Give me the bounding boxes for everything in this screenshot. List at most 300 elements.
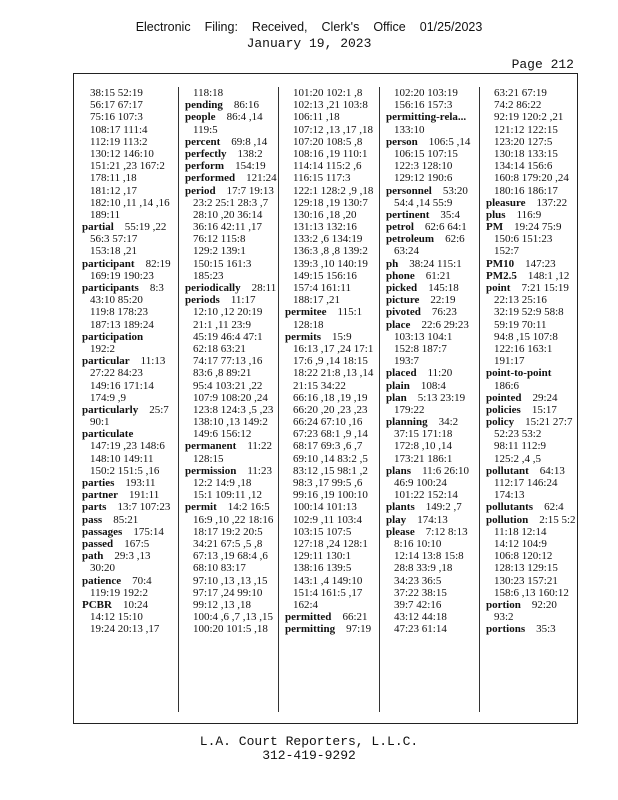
index-refs-line: 23:2 25:1 28:3 ,7 bbox=[193, 196, 269, 209]
index-refs-line: 172:8 ,10 ,14 bbox=[394, 440, 453, 453]
index-term: permitting bbox=[285, 623, 336, 636]
index-term: particular bbox=[82, 355, 130, 368]
index-entry bbox=[386, 111, 480, 123]
index-refs-line: 138:16 139:5 bbox=[293, 562, 352, 575]
index-refs: 115:1 bbox=[337, 306, 363, 319]
index-term: play bbox=[386, 513, 407, 526]
index-refs-line: 28:8 33:9 ,18 bbox=[394, 562, 453, 575]
index-entry bbox=[386, 501, 480, 513]
index-refs-line: 63:24 bbox=[394, 245, 420, 258]
index-term: petrol bbox=[386, 221, 414, 234]
index-refs-line: 30:20 bbox=[90, 562, 116, 575]
index-refs-line: 106:15 107:15 bbox=[394, 147, 458, 160]
index-refs-line: 121:12 122:15 bbox=[494, 123, 558, 136]
index-refs-line: 8:16 10:10 bbox=[394, 537, 442, 550]
index-entry bbox=[82, 258, 179, 270]
index-term: performed bbox=[185, 172, 236, 185]
index-term: personnel bbox=[386, 184, 432, 197]
filing-stamp bbox=[0, 20, 618, 35]
index-refs-line: 93:2 bbox=[494, 611, 514, 624]
index-refs-line: 152:7 bbox=[494, 245, 520, 258]
index-refs: 11:17 bbox=[230, 294, 256, 307]
index-entry bbox=[82, 514, 179, 526]
index-term: partial bbox=[82, 221, 114, 234]
index-refs-line: 128:13 129:15 bbox=[494, 562, 558, 575]
index-entry bbox=[185, 172, 279, 184]
index-refs-line: 99:12 ,13 ,18 bbox=[193, 598, 252, 611]
index-refs-line: 103:13 104:1 bbox=[394, 330, 453, 343]
index-refs: 106:5 ,14 bbox=[428, 135, 471, 148]
index-entry bbox=[486, 465, 577, 477]
index-refs-line: 21:15 34:22 bbox=[293, 379, 346, 392]
index-refs-line: 99:16 ,19 100:10 bbox=[293, 489, 368, 502]
index-refs-line: 11:18 12:14 bbox=[494, 525, 547, 538]
index-refs-line: 123:20 127:5 bbox=[494, 135, 553, 148]
index-entry bbox=[486, 623, 577, 635]
index-refs-line: 134:14 156:6 bbox=[494, 160, 553, 173]
index-entry bbox=[185, 440, 279, 452]
index-refs-line: 103:15 107:5 bbox=[293, 525, 352, 538]
index-term: people bbox=[185, 111, 216, 124]
index-term: pass bbox=[82, 513, 103, 526]
index-term: participation bbox=[82, 330, 144, 343]
index-refs: 62:4 bbox=[544, 501, 564, 514]
index-term: PM bbox=[486, 221, 504, 234]
index-refs: 97:19 bbox=[346, 623, 372, 636]
index-column-5 bbox=[479, 87, 577, 712]
index-entry bbox=[386, 514, 480, 526]
index-refs: 145:18 bbox=[428, 282, 459, 294]
index-term: portions bbox=[486, 623, 526, 636]
index-refs-line: 83:12 ,15 98:1 ,2 bbox=[293, 464, 368, 477]
index-refs-line: 38:15 52:19 bbox=[90, 87, 143, 99]
index-refs-line: 12:2 14:9 ,18 bbox=[193, 477, 252, 489]
index-term: point-to-point bbox=[486, 367, 552, 380]
index-entry bbox=[386, 209, 480, 221]
index-refs-line: 15:1 109:11 ,12 bbox=[193, 489, 262, 502]
index-refs: 64:13 bbox=[539, 464, 565, 477]
index-entry bbox=[82, 355, 179, 367]
index-entry bbox=[386, 221, 480, 233]
index-refs-line: 181:12 ,17 bbox=[90, 184, 138, 197]
index-entry bbox=[185, 136, 279, 148]
index-refs-line: 100:4 ,6 ,7 ,13 ,15 bbox=[193, 611, 274, 624]
index-entry bbox=[486, 270, 577, 282]
court-reporter-name: L.A. Court Reporters, L.L.C. bbox=[199, 734, 419, 749]
index-entry bbox=[386, 282, 480, 294]
index-refs-line: 66:24 67:10 ,16 bbox=[293, 416, 363, 429]
index-refs-line: 119:5 bbox=[193, 123, 218, 136]
index-refs-line: 149:6 156:12 bbox=[193, 428, 252, 441]
index-refs-line: 130:16 ,18 ,20 bbox=[293, 208, 357, 221]
index-refs: 53:20 bbox=[442, 184, 468, 197]
index-term: partner bbox=[82, 489, 119, 502]
index-entry bbox=[82, 404, 179, 416]
index-refs: 137:22 bbox=[536, 196, 568, 209]
index-refs-line: 149:16 171:14 bbox=[90, 379, 154, 392]
index-term: pleasure bbox=[486, 196, 526, 209]
filing-stamp-word: 01/25/2023 bbox=[419, 20, 483, 34]
index-entry bbox=[386, 392, 480, 404]
index-term: plain bbox=[386, 379, 410, 392]
index-refs-line: 192:2 bbox=[90, 342, 116, 355]
index-entry bbox=[82, 477, 179, 489]
index-refs: 29:3 ,13 bbox=[114, 550, 151, 563]
index-refs-line: 133:2 ,6 134:19 bbox=[293, 233, 363, 246]
index-refs-line: 97:10 ,13 ,13 ,15 bbox=[193, 574, 268, 587]
index-refs: 11:22 bbox=[247, 440, 272, 453]
filing-stamp-word: Clerk's bbox=[321, 20, 360, 34]
index-refs-line: 56:3 57:17 bbox=[90, 233, 138, 246]
index-entry bbox=[486, 416, 577, 428]
index-refs: 191:11 bbox=[129, 489, 160, 502]
index-refs: 15:9 bbox=[332, 330, 352, 343]
index-refs-line: 138:10 ,13 149:2 bbox=[193, 416, 268, 429]
index-term: period bbox=[185, 184, 216, 197]
index-refs-line: 62:18 63:21 bbox=[193, 342, 246, 355]
filing-stamp-word: Received, bbox=[251, 20, 308, 34]
index-term: plus bbox=[486, 208, 506, 221]
index-refs-line: 129:12 190:6 bbox=[394, 172, 453, 185]
index-refs-line: 75:16 107:3 bbox=[90, 111, 143, 124]
index-entry bbox=[386, 294, 480, 306]
index-term: PM2.5 bbox=[486, 269, 517, 282]
index-term: planning bbox=[386, 416, 428, 429]
index-refs-line: 112:17 146:24 bbox=[494, 477, 558, 489]
index-refs-line: 22:13 25:16 bbox=[494, 294, 547, 307]
index-entry bbox=[82, 221, 179, 233]
index-refs: 13:7 107:23 bbox=[117, 501, 171, 514]
index-refs-line: 150:6 151:23 bbox=[494, 233, 553, 246]
index-entry bbox=[386, 465, 480, 477]
index-refs-line: 107:12 ,13 ,17 ,18 bbox=[293, 123, 374, 136]
index-entry bbox=[82, 526, 179, 538]
index-term: permanent bbox=[185, 440, 237, 453]
index-term: portion bbox=[486, 598, 521, 611]
index-refs-line: 102:20 103:19 bbox=[394, 87, 458, 99]
index-term: ph bbox=[386, 257, 399, 270]
index-refs-line: 56:17 67:17 bbox=[90, 99, 143, 112]
index-refs-line: 43:12 44:18 bbox=[394, 611, 447, 624]
index-refs-line: 129:2 139:1 bbox=[193, 245, 246, 258]
index-refs-line: 173:21 186:1 bbox=[394, 452, 453, 465]
index-refs-line: 129:11 130:1 bbox=[293, 550, 351, 563]
index-refs-line: 45:19 46:4 47:1 bbox=[193, 330, 263, 343]
index-entry bbox=[185, 465, 279, 477]
index-refs-line: 19:24 20:13 ,17 bbox=[90, 623, 160, 636]
index-entry bbox=[82, 282, 179, 294]
index-column-2 bbox=[178, 87, 279, 712]
index-term: particulate bbox=[82, 428, 134, 441]
index-refs: 193:11 bbox=[125, 477, 156, 489]
index-refs-line: 160:8 179:20 ,24 bbox=[494, 172, 569, 185]
index-term: placed bbox=[386, 367, 417, 380]
index-refs-line: 152:8 187:7 bbox=[394, 342, 447, 355]
index-refs-line: 125:2 ,4 ,5 bbox=[494, 452, 542, 465]
index-term: place bbox=[386, 318, 411, 331]
page-number: Page 212 bbox=[511, 57, 574, 72]
index-refs: 35:3 bbox=[536, 623, 556, 636]
index-refs-line: 128:15 bbox=[193, 452, 224, 465]
index-refs: 8:3 bbox=[149, 282, 164, 294]
index-refs-line: 191:17 bbox=[494, 355, 525, 368]
index-term: plan bbox=[386, 391, 407, 404]
index-entry bbox=[185, 501, 279, 513]
index-term: person bbox=[386, 135, 418, 148]
filing-stamp-word: Electronic bbox=[135, 20, 191, 34]
index-entry bbox=[386, 233, 480, 245]
index-entry bbox=[386, 367, 480, 379]
index-refs-line: 95:4 103:21 ,22 bbox=[193, 379, 263, 392]
index-refs-line: 150:15 161:3 bbox=[193, 257, 252, 270]
index-refs: 82:19 bbox=[145, 257, 171, 270]
index-refs-line: 66:16 ,18 ,19 ,19 bbox=[293, 391, 368, 404]
index-refs-line: 106:8 120:12 bbox=[494, 550, 553, 563]
index-term: parts bbox=[82, 501, 107, 514]
index-entry bbox=[185, 294, 279, 306]
index-refs-line: 187:13 189:24 bbox=[90, 318, 154, 331]
index-refs-line: 16:9 ,10 ,22 18:16 bbox=[193, 513, 274, 526]
index-entry bbox=[82, 599, 179, 611]
index-refs-line: 37:15 171:18 bbox=[394, 428, 453, 441]
index-term: pertinent bbox=[386, 208, 430, 221]
index-term: PM10 bbox=[486, 257, 515, 270]
index-refs-line: 129:18 ,19 130:7 bbox=[293, 196, 368, 209]
index-refs-line: 17:6 ,9 ,14 18:15 bbox=[293, 355, 368, 368]
index-column-4 bbox=[379, 87, 480, 712]
index-refs: 154:19 bbox=[235, 160, 266, 173]
index-entry bbox=[285, 331, 380, 343]
index-refs: 14:2 16:5 bbox=[227, 501, 270, 514]
index-refs: 86:4 ,14 bbox=[226, 111, 263, 124]
index-refs-line: 147:19 ,23 148:6 bbox=[90, 440, 165, 453]
index-term: PCBR bbox=[82, 598, 112, 611]
index-entry bbox=[185, 99, 279, 111]
index-refs-line: 122:1 128:2 ,9 ,18 bbox=[293, 184, 374, 197]
index-refs-line: 100:20 101:5 ,18 bbox=[193, 623, 268, 636]
index-refs: 138:2 bbox=[237, 147, 263, 160]
index-refs: 5:13 23:19 bbox=[417, 391, 466, 404]
index-refs-line: 43:10 85:20 bbox=[90, 294, 143, 307]
index-refs-line: 102:13 ,21 103:8 bbox=[293, 99, 368, 112]
index-term: particularly bbox=[82, 403, 139, 416]
index-entry bbox=[185, 160, 279, 172]
index-refs-line: 59:19 70:11 bbox=[494, 318, 547, 331]
index-entry bbox=[82, 501, 179, 513]
index-term: permit bbox=[185, 501, 217, 514]
index-term: participants bbox=[82, 282, 139, 294]
index-term: picked bbox=[386, 282, 418, 294]
index-refs-line: 123:8 124:3 ,5 ,23 bbox=[193, 403, 274, 416]
index-entry bbox=[185, 148, 279, 160]
index-refs-line: 54:4 ,14 55:9 bbox=[394, 196, 453, 209]
index-refs-line: 114:14 115:2 ,6 bbox=[293, 160, 362, 173]
index-refs-line: 169:19 190:23 bbox=[90, 269, 154, 282]
index-refs: 29:24 bbox=[532, 391, 558, 404]
index-refs: 70:4 bbox=[132, 574, 152, 587]
index-refs-line: 133:10 bbox=[394, 123, 425, 136]
index-refs-line: 174:9 ,9 bbox=[90, 391, 127, 404]
index-refs: 2:15 5:2 bbox=[539, 513, 576, 526]
index-entry bbox=[185, 111, 279, 123]
index-term: permission bbox=[185, 464, 237, 477]
index-refs-line: 122:3 128:10 bbox=[394, 160, 453, 173]
index-refs: 28:11 bbox=[251, 282, 277, 294]
index-entry bbox=[386, 185, 480, 197]
index-refs-line: 16:13 ,17 ,24 17:1 bbox=[293, 342, 374, 355]
index-refs-line: 66:20 ,20 ,23 ,23 bbox=[293, 403, 368, 416]
index-term: periodically bbox=[185, 282, 241, 294]
index-refs-line: 92:19 120:2 ,21 bbox=[494, 111, 564, 124]
index-refs-line: 12:10 ,12 20:19 bbox=[193, 306, 263, 319]
index-refs-line: 14:12 15:10 bbox=[90, 611, 143, 624]
index-entry bbox=[486, 367, 577, 379]
index-refs: 174:13 bbox=[417, 513, 448, 526]
filing-stamp-word: Office bbox=[373, 20, 406, 34]
index-refs: 38:24 115:1 bbox=[409, 257, 462, 270]
index-refs: 10:24 bbox=[122, 598, 149, 611]
index-term: path bbox=[82, 550, 104, 563]
index-refs-line: 122:16 163:1 bbox=[494, 342, 553, 355]
index-entry bbox=[486, 514, 577, 526]
index-refs-line: 136:3 ,8 ,8 139:2 bbox=[293, 245, 368, 258]
index-refs: 55:19 ,22 bbox=[124, 221, 167, 234]
index-term: policies bbox=[486, 403, 521, 416]
index-entry bbox=[185, 282, 279, 294]
index-refs-line: 94:8 ,15 107:8 bbox=[494, 330, 558, 343]
index-refs-line: 107:20 108:5 ,8 bbox=[293, 135, 363, 148]
index-refs-line: 76:12 115:8 bbox=[193, 233, 246, 246]
index-refs-line: 130:12 146:10 bbox=[90, 147, 154, 160]
index-refs-line: 67:13 ,19 68:4 ,6 bbox=[193, 550, 268, 563]
index-refs: 11:20 bbox=[427, 367, 453, 380]
index-refs-line: 39:7 42:16 bbox=[394, 598, 442, 611]
index-refs: 15:17 bbox=[531, 403, 557, 416]
index-refs-line: 179:22 bbox=[394, 403, 425, 416]
index-refs: 92:20 bbox=[531, 598, 557, 611]
index-refs: 35:4 bbox=[440, 208, 460, 221]
index-term: perfectly bbox=[185, 147, 227, 160]
index-entry bbox=[82, 575, 179, 587]
index-term: permitee bbox=[285, 306, 327, 319]
index-term: perform bbox=[185, 160, 225, 173]
index-refs: 69:8 ,14 bbox=[231, 135, 268, 148]
index-entry bbox=[386, 306, 480, 318]
index-refs: 61:21 bbox=[425, 269, 451, 282]
index-refs-line: 158:6 ,13 160:12 bbox=[494, 586, 569, 599]
index-refs-line: 69:10 ,14 83:2 ,5 bbox=[293, 452, 368, 465]
index-refs: 15:21 27:7 bbox=[525, 416, 573, 429]
index-refs-line: 143:1 ,4 149:10 bbox=[293, 574, 363, 587]
index-refs-line: 28:10 ,20 36:14 bbox=[193, 208, 263, 221]
index-entry bbox=[285, 611, 380, 623]
index-entry bbox=[285, 623, 380, 635]
index-refs-line: 12:14 13:8 15:8 bbox=[394, 550, 464, 563]
index-entry bbox=[486, 221, 577, 233]
index-entry bbox=[82, 428, 179, 440]
index-refs: 149:2 ,7 bbox=[425, 501, 462, 514]
index-entry bbox=[486, 599, 577, 611]
index-refs-line: 67:23 68:1 ,9 ,14 bbox=[293, 428, 368, 441]
index-entry bbox=[185, 185, 279, 197]
index-term: passed bbox=[82, 537, 114, 550]
index-refs-line: 34:21 67:5 ,5 ,8 bbox=[193, 537, 263, 550]
index-refs: 62:6 64:1 bbox=[424, 221, 467, 234]
index-refs-line: 32:19 52:9 58:8 bbox=[494, 306, 564, 319]
index-refs-line: 150:2 151:5 ,16 bbox=[90, 464, 160, 477]
index-refs-line: 52:23 53:2 bbox=[494, 428, 542, 441]
index-refs: 116:9 bbox=[516, 208, 542, 221]
index-entry bbox=[82, 538, 179, 550]
index-refs-line: 193:7 bbox=[394, 355, 420, 368]
index-entry bbox=[82, 550, 179, 562]
index-refs-line: 151:21 ,23 167:2 bbox=[90, 160, 165, 173]
index-refs-line: 118:18 bbox=[193, 87, 224, 99]
index-entry bbox=[486, 404, 577, 416]
index-refs: 25:7 bbox=[149, 403, 169, 416]
index-term: please bbox=[386, 525, 415, 538]
index-term: patience bbox=[82, 574, 122, 587]
index-refs-line: 27:22 84:23 bbox=[90, 367, 143, 380]
index-refs-line: 116:15 117:3 bbox=[293, 172, 351, 185]
index-refs-line: 14:12 104:9 bbox=[494, 537, 547, 550]
index-refs-line: 101:22 152:14 bbox=[394, 489, 458, 502]
index-refs-line: 101:20 102:1 ,8 bbox=[293, 87, 363, 99]
index-refs-line: 151:4 161:5 ,17 bbox=[293, 586, 363, 599]
index-entry bbox=[386, 270, 480, 282]
index-term: periods bbox=[185, 294, 220, 307]
index-refs-line: 74:2 86:22 bbox=[494, 99, 542, 112]
index-refs-line: 186:6 bbox=[494, 379, 520, 392]
index-refs-line: 156:16 157:3 bbox=[394, 99, 453, 112]
index-refs-line: 182:10 ,11 ,14 ,16 bbox=[90, 196, 170, 209]
index-refs-line: 36:16 42:11 ,17 bbox=[193, 221, 262, 234]
transcript-date: January 19, 2023 bbox=[246, 36, 372, 51]
index-refs: 17:7 19:13 bbox=[226, 184, 274, 197]
index-refs: 7:12 8:13 bbox=[425, 525, 468, 538]
index-refs-line: 98:3 ,17 99:5 ,6 bbox=[293, 477, 363, 489]
index-refs: 167:5 bbox=[124, 537, 150, 550]
index-refs-line: 90:1 bbox=[90, 416, 110, 429]
index-refs-line: 18:22 21:8 ,13 ,14 bbox=[293, 367, 374, 380]
index-term: pending bbox=[185, 99, 223, 112]
index-term: percent bbox=[185, 135, 221, 148]
index-refs-line: 188:17 ,21 bbox=[293, 294, 341, 307]
index-term: permitted bbox=[285, 611, 332, 624]
index-refs-line: 74:17 77:13 ,16 bbox=[193, 355, 263, 368]
index-term: permits bbox=[285, 330, 322, 343]
index-refs-line: 153:18 ,21 bbox=[90, 245, 138, 258]
index-entry bbox=[82, 331, 179, 343]
index-refs-line: 178:11 ,18 bbox=[90, 172, 137, 185]
index-refs-line: 34:23 36:5 bbox=[394, 574, 442, 587]
index-term: policy bbox=[486, 416, 515, 429]
court-reporter-phone: 312-419-9292 bbox=[262, 748, 356, 763]
index-refs-line: 180:16 186:17 bbox=[494, 184, 558, 197]
index-refs: 22:6 29:23 bbox=[421, 318, 469, 331]
index-refs: 147:23 bbox=[525, 257, 556, 270]
index-refs: 76:23 bbox=[431, 306, 457, 319]
index-refs-line: 18:17 19:2 20:5 bbox=[193, 525, 263, 538]
index-refs-line: 119:19 192:2 bbox=[90, 586, 148, 599]
index-refs: 62:6 bbox=[445, 233, 465, 246]
index-refs-line: 21:1 ,11 23:9 bbox=[193, 318, 251, 331]
index-term: pollution bbox=[486, 513, 529, 526]
index-term: passages bbox=[82, 525, 123, 538]
index-refs-line: 148:10 149:11 bbox=[90, 452, 154, 465]
index-refs-line: 47:23 61:14 bbox=[394, 623, 447, 636]
index-refs: 148:1 ,12 bbox=[527, 269, 570, 282]
